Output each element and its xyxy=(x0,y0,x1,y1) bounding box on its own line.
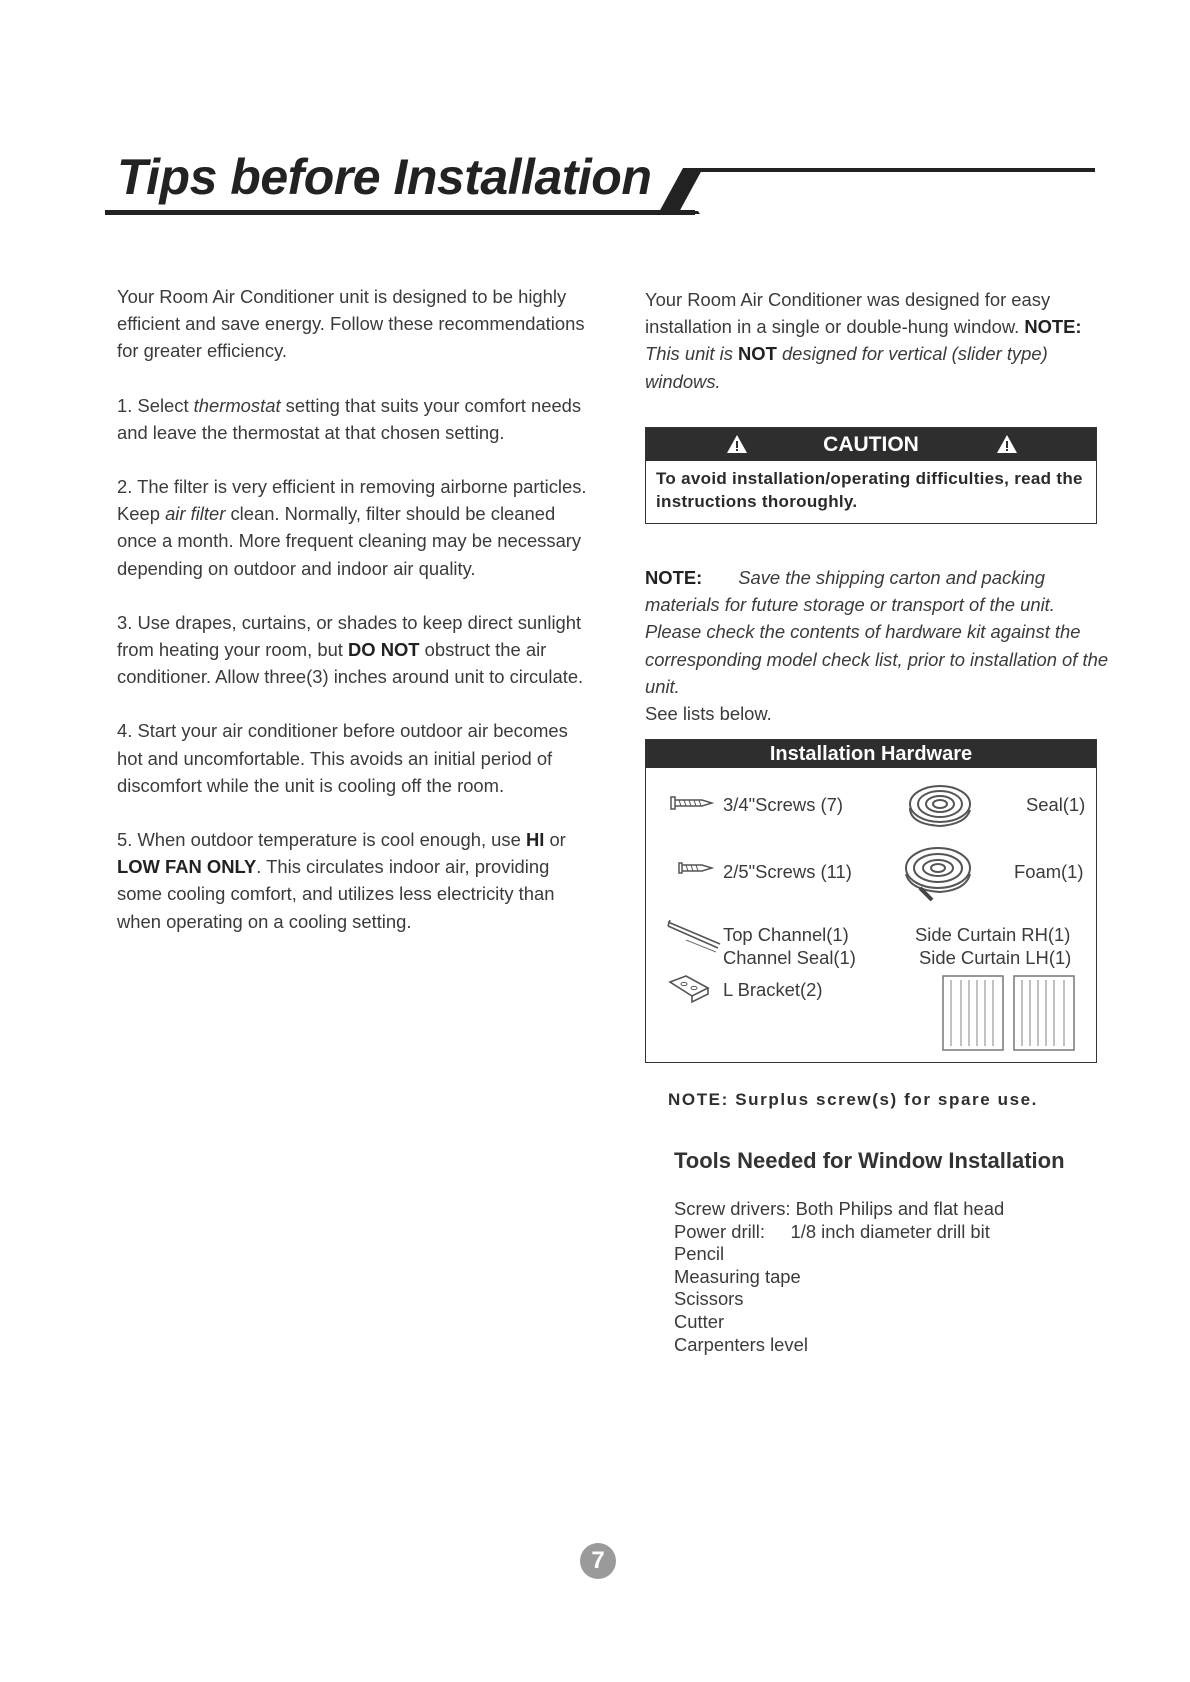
tip-5: 5. When outdoor temperature is cool enough, use HI or LOW FAN ONLY. This circulates indoor air, providing some cooling comfort, and utilizes less electricity than when operating on a cooling setting. xyxy=(117,829,566,932)
seal-label: Seal(1) xyxy=(1026,794,1086,815)
tools-item: Screw drivers: Both Philips and flat head xyxy=(674,1198,1005,1219)
note-block xyxy=(645,564,1115,727)
caution-heading: CAUTION xyxy=(823,432,919,456)
tools-item: Pencil xyxy=(674,1243,725,1265)
side-curtain-icon xyxy=(941,974,1076,1052)
tools-item: Cutter xyxy=(674,1310,725,1332)
surplus-note: NOTE: Surplus screw(s) for spare use. xyxy=(668,1090,1039,1109)
top-channel-icon xyxy=(666,918,722,954)
screw-icon xyxy=(670,795,714,811)
caution-text: To avoid installation/operating difficulties, read the instructions thoroughly. xyxy=(656,469,1083,511)
tip-4: 4. Start your air conditioner before outdoor air becomes hot and uncomfortable. This avoids an initial period of discomfort while the unit is cooling off the room. xyxy=(117,720,568,796)
note-text: Save the shipping carton and packing materials for future storage or transport of the unit. Please check the contents of hardware kit against the corresponding model check list, prior to installation of the unit. xyxy=(645,567,1109,697)
tools-title: Tools Needed for Window Installation xyxy=(674,1148,1065,1173)
screw-icon xyxy=(678,861,714,875)
side-curtain-lh: Side Curtain LH(1) xyxy=(919,947,1072,968)
hardware-heading: Installation Hardware xyxy=(646,740,1096,768)
tools-list xyxy=(674,1198,1004,1356)
tip-3: 3. Use drapes, curtains, or shades to keep direct sunlight from heating your room, but DO NOT obstruct the air conditioner. Allow three(3) inches around unit to circulate. xyxy=(117,611,584,688)
caution-box xyxy=(645,427,1097,524)
screws-25: 2/5"Screws (11) xyxy=(723,861,852,882)
caution-header xyxy=(646,428,1096,461)
warning-icon xyxy=(726,434,748,454)
tools-item: Scissors xyxy=(674,1288,744,1310)
page-number: 7 xyxy=(580,1543,616,1579)
tools-item: Measuring tape xyxy=(674,1265,801,1287)
left-intro: Your Room Air Conditioner unit is designed to be highly efficient and save energy. Follow these recommendations for greater efficiency. xyxy=(117,286,585,362)
left-column xyxy=(117,283,597,962)
tip-1: 1. Select thermostat setting that suits your comfort needs and leave the thermostat at that chosen setting. xyxy=(117,394,582,443)
tip-2: 2. The filter is very efficient in removing airborne particles. Keep air filter clean. Normally, filter should be cleaned once a month. More frequent cleaning may be necessary depending on outdoor and indoor air quality. xyxy=(117,476,587,579)
right-intro: Your Room Air Conditioner was designed for easy installation in a single or double-hung window. NOTE: This unit is NOT designed for vertical (slider type) windows. xyxy=(645,289,1082,392)
screws-34: 3/4"Screws (7) xyxy=(723,794,843,815)
hardware-box xyxy=(645,739,1097,1063)
foam-icon xyxy=(900,842,976,902)
channel-seal: Channel Seal(1) xyxy=(723,947,856,968)
foam-label: Foam(1) xyxy=(1014,861,1084,882)
side-curtain-rh: Side Curtain RH(1) xyxy=(915,924,1071,945)
top-channel: Top Channel(1) xyxy=(723,924,849,945)
seal-icon xyxy=(904,780,976,834)
see-lists: See lists below. xyxy=(645,703,772,725)
warning-icon xyxy=(996,434,1018,454)
title-rule xyxy=(105,168,1105,218)
l-bracket: L Bracket(2) xyxy=(723,979,823,1000)
tools-item: Carpenters level xyxy=(674,1333,808,1355)
page-title: Tips before Installation xyxy=(117,149,652,205)
tools-item: Power drill: 1/8 inch diameter drill bit xyxy=(674,1220,990,1242)
l-bracket-icon xyxy=(668,974,714,1004)
note-label: NOTE: xyxy=(645,567,703,588)
